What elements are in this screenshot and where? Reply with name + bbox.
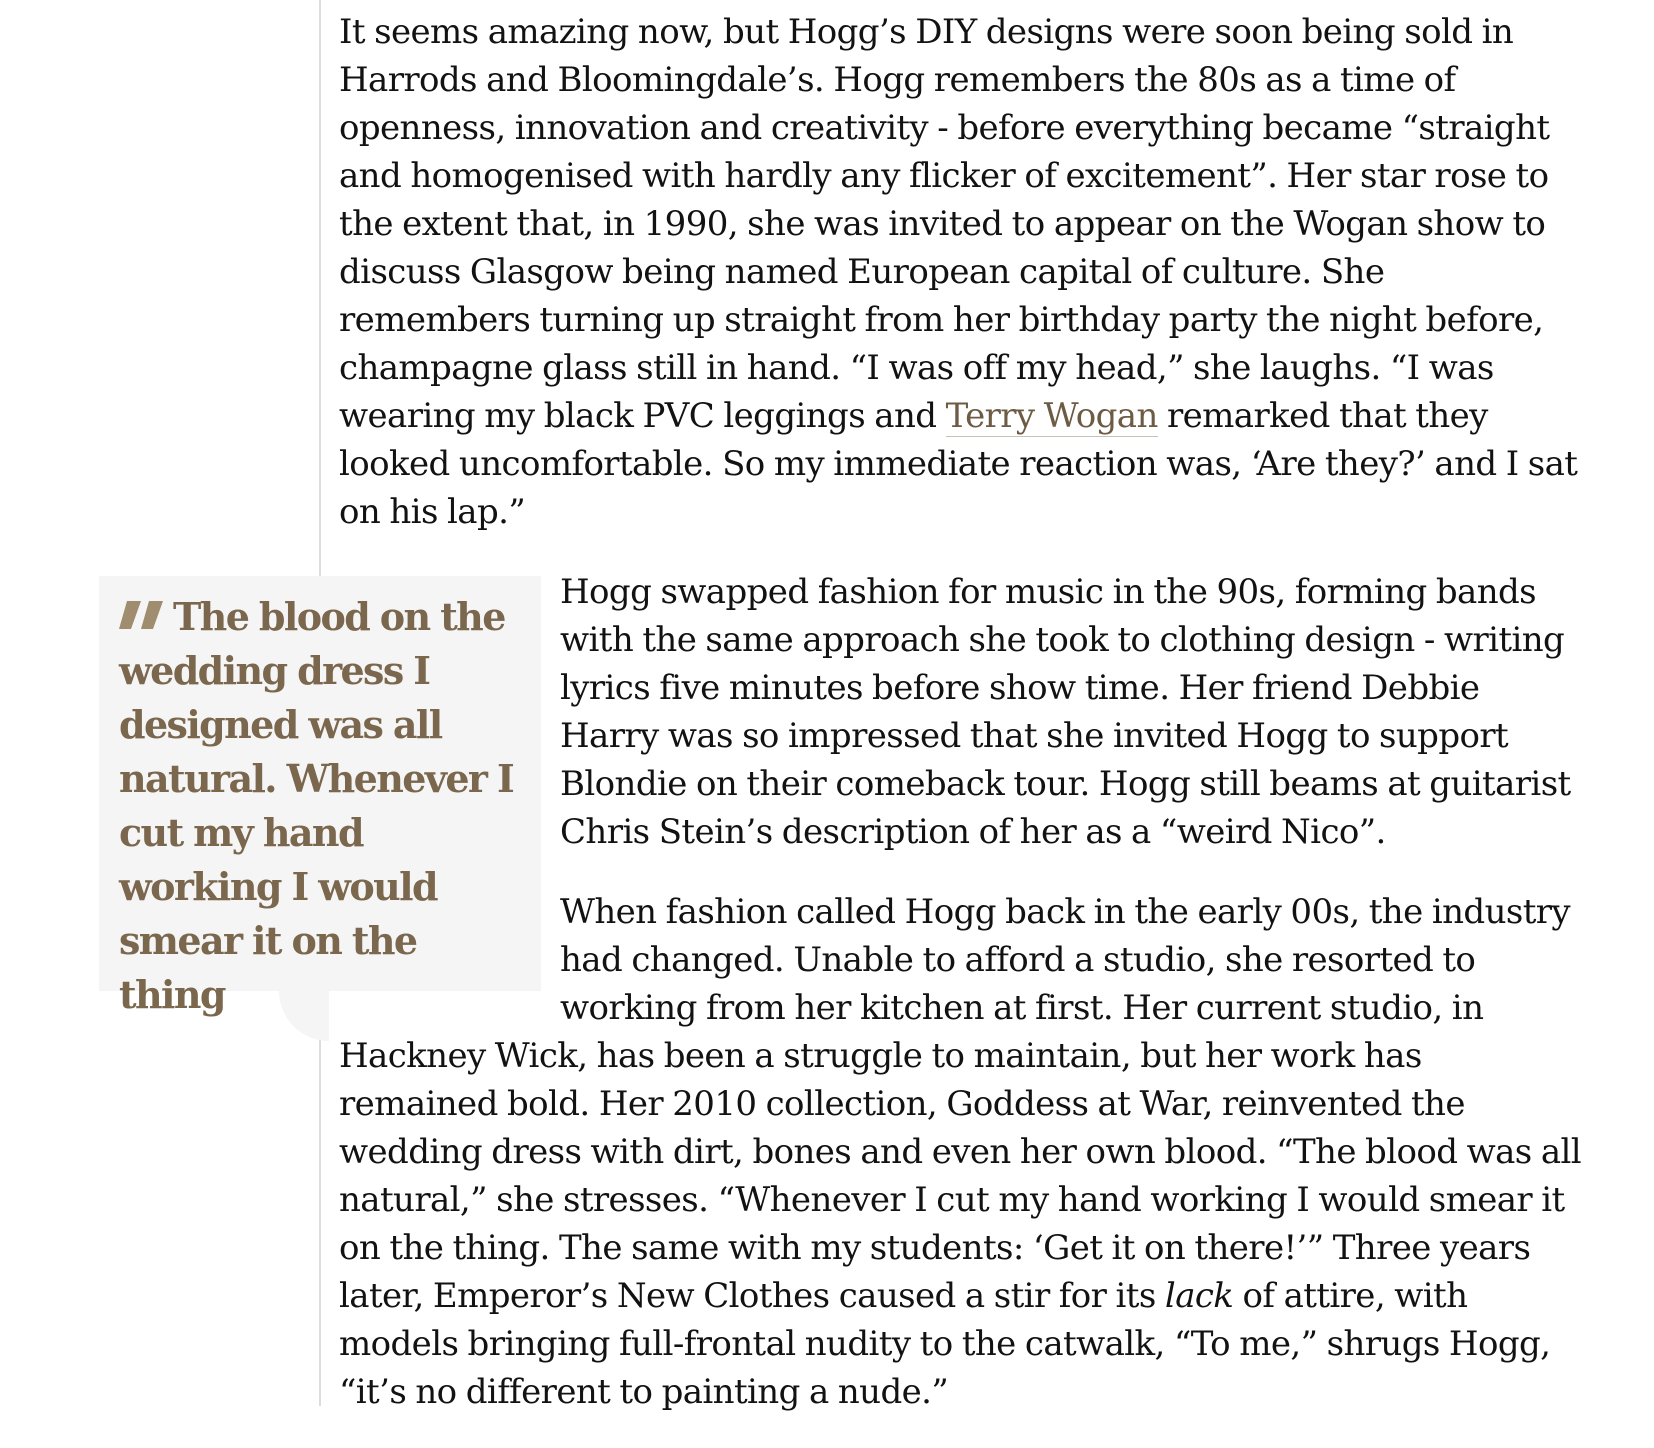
pull-quote-body: The blood on the wedding dress I designed was all natural. Whenever I cut my hand working I would smear it on the thing [119,594,514,1017]
paragraph-text: It seems amazing now, but Hogg’s DIY designs were soon being sold in Harrods and Bloomingdale’s. Hogg remembers the 80s as a time of openness, innovation and creativity - before everything became “straight and homogenised with hardly any flicker of excitement”. Her star rose to the extent that, in 1990, she was invited to appear on the Wogan show to discuss Glasgow being named European capital of culture. She remembers turning up straight from her birthday party the night before, champagne glass still in hand. “I was off my head,” she laughs. “I was wearing my black PVC leggings and [339,12,1550,436]
paragraph-text: of attire, with models bringing full-frontal nudity to the catwalk, “To me,” shrugs Hogg, “it’s no different to painting a nude.” [339,1276,1551,1412]
emphasis-text: lack [1164,1276,1234,1316]
quote-mark-icon [119,598,169,632]
paragraph-text: remarked that they looked uncomfortable. So my immediate reaction was, ‘Are they?’ and I sat on his lap.” [339,396,1578,532]
pull-quote-tail [279,991,329,1041]
article-paragraph [339,8,1584,536]
article-paragraph: Hogg swapped fashion for music in the 90s, forming bands with the same approach she took to clothing design - writing lyrics five minutes before show time. Her friend Debbie Harry was so impressed that she invited Hogg to support Blondie on their comeback tour. Hogg still beams at guitarist Chris Stein’s description of her as a “weird Nico”. [560,572,1571,852]
pull-quote-text [119,590,529,1022]
pull-quote [99,576,541,1017]
terry-wogan-link[interactable]: Terry Wogan [945,396,1158,436]
article-body [119,8,1584,1448]
paragraph-text: When fashion called Hogg back in the early 00s, the industry had changed. Unable to afford a studio, she resorted to working from her kitchen at first. Her current studio, in Hackney Wick, has been a struggle to maintain, but her work has remained bold. Her 2010 collection, Goddess at War, reinvented the wedding dress with dirt, bones and even her own blood. “The blood was all natural,” she stresses. “Whenever I cut my hand working I would smear it on the thing. The same with my students: ‘Get it on there!’” Three years later, Emperor’s New Clothes caused a stir for its [339,892,1582,1316]
